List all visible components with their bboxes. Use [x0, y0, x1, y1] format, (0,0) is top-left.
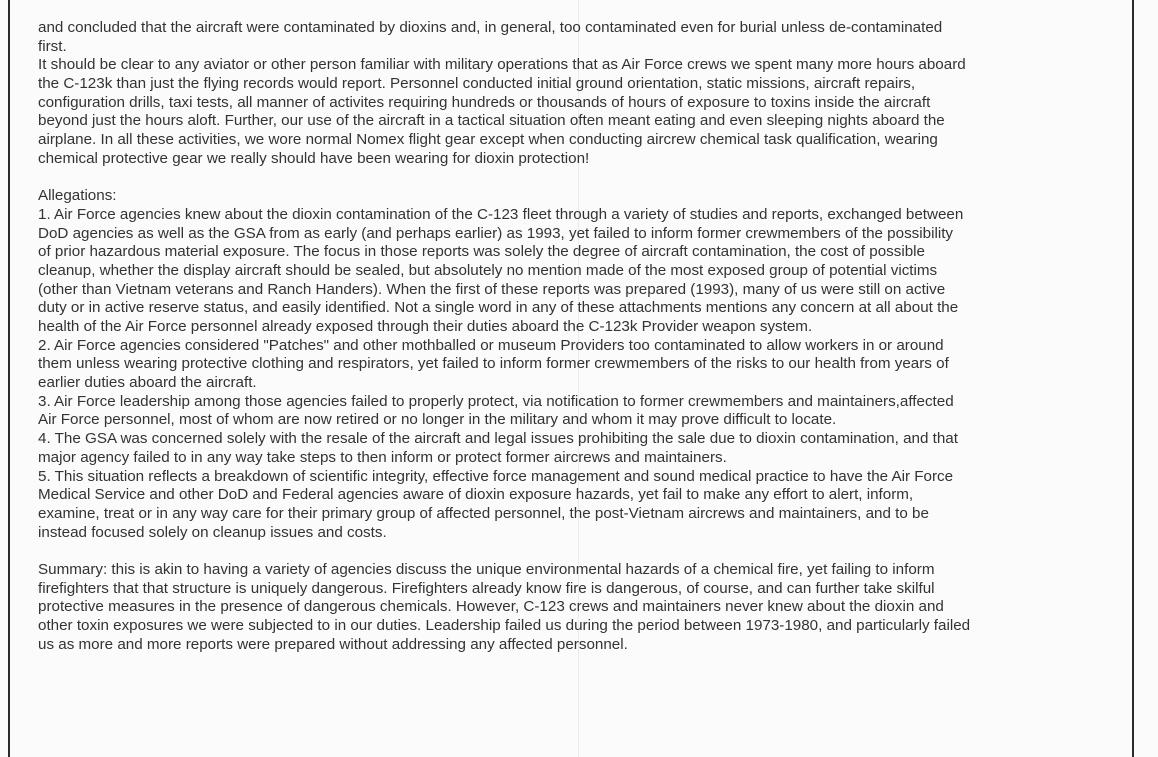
text-line: instead focused solely on cleanup issues and costs.: [38, 523, 387, 541]
text-line: Medical Service and other DoD and Federal agencies aware of dioxin exposure hazards, yet fail to make any effort to alert, inform,: [38, 486, 914, 504]
text-line: first.: [38, 37, 67, 55]
text-line: Summary: this is akin to having a variety of agencies discuss the unique environmental hazards of a chemical fire, yet failing to inform: [38, 560, 935, 578]
text-line: DoD agencies as well as the GSA from as early (and perhaps earlier) as 1993, yet failed to inform former crewmembers of the possibility: [38, 224, 954, 242]
text-line: 3. Air Force leadership among those agencies failed to properly protect, via notification to former crewmembers and maintainers,affected: [38, 392, 954, 410]
text-line: and concluded that the aircraft were contaminated by dioxins and, in general, too contaminated even for burial unless de-contaminated: [38, 19, 943, 36]
text-line: (other than Vietnam veterans and Ranch Handers). When the first of these reports was prepared (1993), many of us were still on active: [38, 280, 946, 298]
text-line: Air Force personnel, most of whom are now retired or no longer in the military and whom it may prove difficult to locate.: [38, 411, 837, 429]
text-line: 1. Air Force agencies knew about the dioxin contamination of the C-123 fleet through a variety of studies and reports, exchanged between: [38, 205, 964, 223]
text-line: us as more and more reports were prepared without addressing any affected personnel.: [38, 635, 628, 653]
text-line: 2. Air Force agencies considered "Patches" and other mothballed or museum Providers too contaminated to allow workers in or around: [38, 336, 944, 354]
allegations-section: [38, 187, 1130, 542]
text-line: earlier duties aboard the aircraft.: [38, 374, 257, 392]
text-line: chemical protective gear we really should have been wearing for dioxin protection!: [38, 149, 590, 167]
text-line: beyond just the hours aloft. Further, our use of the aircraft in a tactical situation often meant eating and even sleeping nights aboard the: [38, 112, 945, 130]
text-line: It should be clear to any aviator or other person familiar with military operations that as Air Force crews we spent many more hours aboard: [38, 56, 966, 74]
text-line: health of the Air Force personnel already exposed through their duties aboard the C-123k Provider weapon system.: [38, 318, 813, 335]
text-line: them unless wearing protective clothing and respirators, yet failed to inform former crewmembers of the risks to our health from years of: [38, 355, 949, 373]
text-line: duty or in active reserve status, and easily identified. Not a single word in any of these attachments mentions any concern at all about the: [38, 299, 959, 317]
allegations-heading: Allegations:: [38, 187, 117, 205]
text-line: of prior hazardous material exposure. The focus in those reports was solely the degree of aircraft contamination, the cost of possible: [38, 243, 925, 261]
text-line: configuration drills, taxi tests, all manner of activites requiring hundreds or thousands of hours of exposure to toxins inside the aircraft: [38, 93, 931, 111]
text-line: airplane. In all these activities, we wore normal Nomex flight gear except when conducting aircrew chemical task qualification, wearing: [38, 131, 938, 149]
paragraph-spacer: [38, 169, 1130, 188]
paragraph-spacer: [38, 542, 1130, 561]
text-line: other toxin exposures we were subjected to in our duties. Leadership failed us during the period between 1973-1980, and particularly failed: [38, 617, 971, 634]
text-line: protective measures in the presence of dangerous chemicals. However, C-123 crews and maintainers never knew about the dioxin and: [38, 598, 944, 616]
paragraph-contamination: [38, 19, 1130, 56]
left-border-line: [8, 0, 10, 757]
right-border-line: [1132, 0, 1134, 757]
text-line: 4. The GSA was concerned solely with the resale of the aircraft and legal issues prohibiting the sale due to dioxin contamination, and that: [38, 430, 958, 448]
summary-section: [38, 561, 1130, 654]
document-body: [38, 19, 1130, 654]
text-line: cleanup, whether the display aircraft should be sealed, but absolutely no mention made of the most exposed group of potential victims: [38, 261, 938, 279]
text-line: 5. This situation reflects a breakdown of scientific integrity, effective force management and sound medical practice to have the Air Force: [38, 467, 954, 485]
text-line: major agency failed to in any way take steps to then inform or protect former aircrews and maintainers.: [38, 448, 727, 466]
text-line: examine, treat or in any way care for their primary group of affected personnel, the post-Vietnam aircrews and maintainers, and to be: [38, 504, 929, 522]
paragraph-crew-exposure: [38, 56, 1130, 168]
text-line: the C-123k than just the flying records would report. Personnel conducted initial ground orientation, static missions, aircraft repairs,: [38, 75, 916, 93]
text-line: firefighters that that structure is uniquely dangerous. Firefighters already know fire is dangerous, of course, and can further take skilful: [38, 579, 935, 597]
